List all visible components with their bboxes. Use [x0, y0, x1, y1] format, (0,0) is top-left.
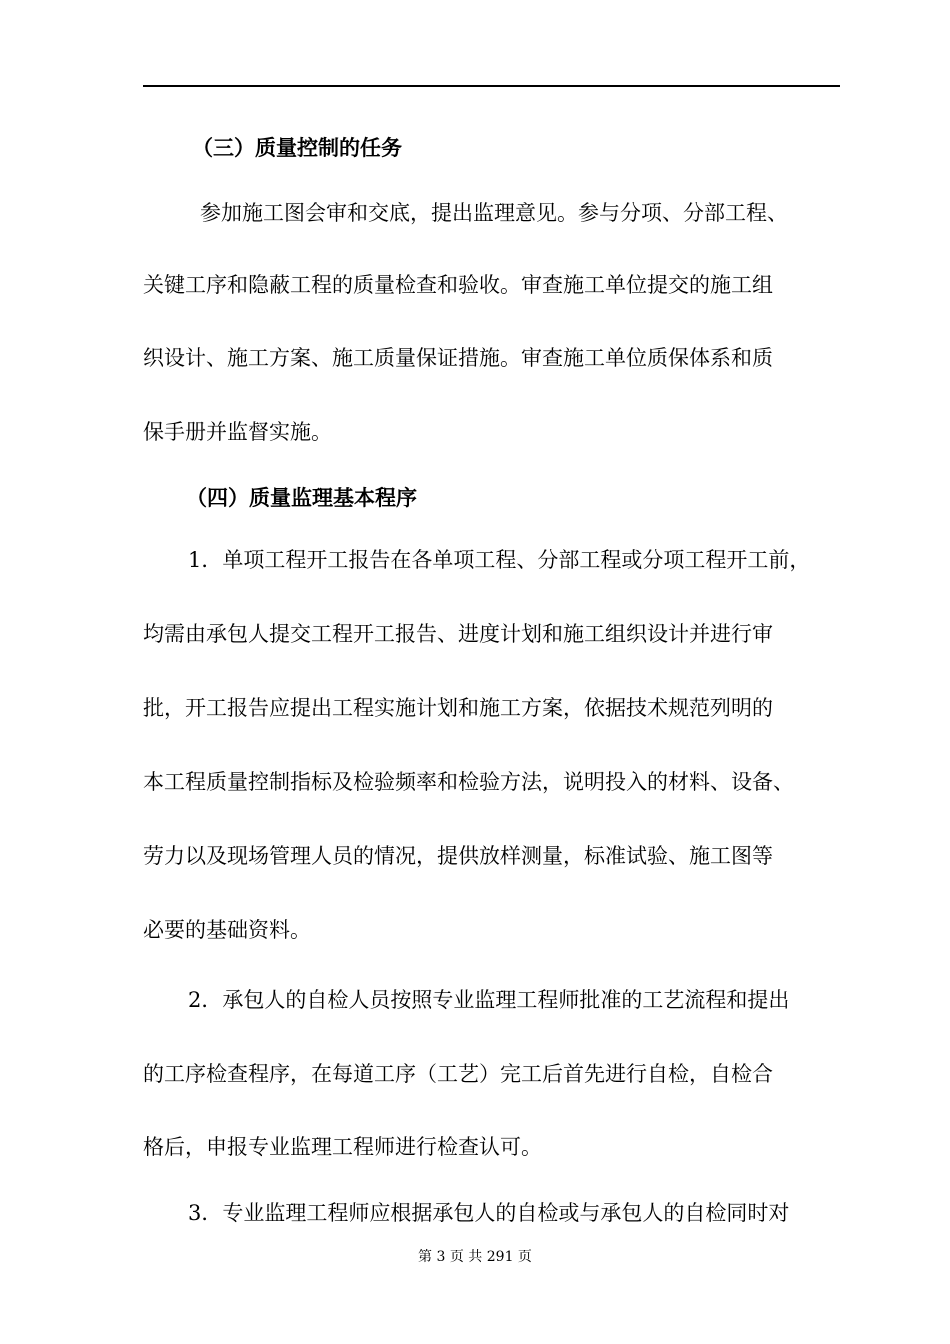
section-heading-3: （三）质量控制的任务 [192, 135, 402, 160]
paragraph-line: 本工程质量控制指标及检验频率和检验方法，说明投入的材料、设备、 [143, 770, 794, 794]
paragraph-line: 1．单项工程开工报告在各单项工程、分部工程或分项工程开工前， [188, 548, 811, 572]
paragraph-line: 必要的基础资料。 [143, 918, 311, 942]
paragraph-line: 保手册并监督实施。 [143, 420, 332, 444]
paragraph-line: 劳力以及现场管理人员的情况，提供放样测量，标准试验、施工图等 [143, 844, 773, 868]
paragraph-line: 的工序检查程序，在每道工序（工艺）完工后首先进行自检，自检合 [143, 1062, 773, 1086]
paragraph-line: 参加施工图会审和交底，提出监理意见。参与分项、分部工程、 [200, 201, 788, 225]
paragraph-line: 织设计、施工方案、施工质量保证措施。审查施工单位质保体系和质 [143, 346, 773, 370]
paragraph-line: 批，开工报告应提出工程实施计划和施工方案，依据技术规范列明的 [143, 696, 773, 720]
paragraph-line: 关键工序和隐蔽工程的质量检查和验收。审查施工单位提交的施工组 [143, 273, 773, 297]
header-rule [143, 85, 840, 87]
section-heading-4: （四）质量监理基本程序 [186, 485, 417, 510]
paragraph-line: 均需由承包人提交工程开工报告、进度计划和施工组织设计并进行审 [143, 622, 773, 646]
paragraph-line: 2．承包人的自检人员按照专业监理工程师批准的工艺流程和提出 [188, 988, 790, 1012]
paragraph-line: 格后，申报专业监理工程师进行检查认可。 [143, 1135, 542, 1159]
paragraph-line: 3．专业监理工程师应根据承包人的自检或与承包人的自检同时对 [188, 1201, 790, 1225]
page-number-footer: 第 3 页 共 291 页 [418, 1249, 532, 1265]
